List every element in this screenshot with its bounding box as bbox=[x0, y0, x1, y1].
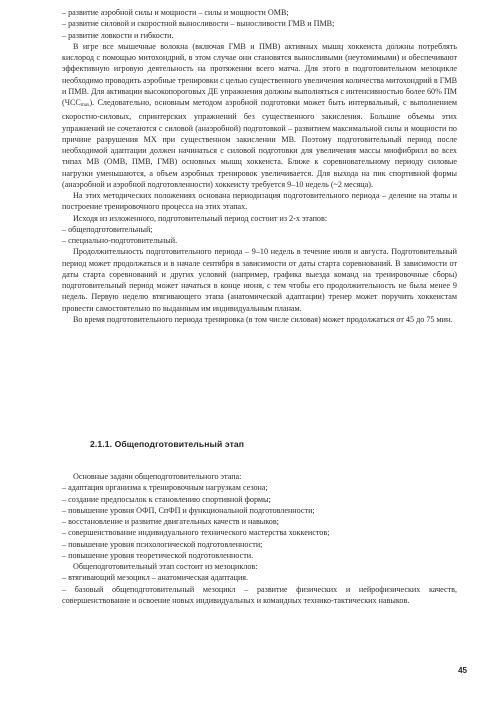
section-intro: Основные задачи общеподготовительного этапа: bbox=[73, 472, 242, 481]
paragraph-duration: Продолжительность подготовительного периода – 9–10 недель в течение июля и августа. Подготовительный период может продолжаться и в начале сентября в зависимости от даты старта соревнований. В зависимости от даты старта соревнований и других условий (например, графика выезда команд на тренировочные сборы) подготовительный период может начаться в конце июня, с тем чтобы его продолжительность не была менее 9 недель. Первую неделю втягивающего этапа (анатомической адаптации) тренер может поручить хоккеистам провести самостоятельно по выданным им индивидуальным планам. bbox=[62, 247, 457, 313]
paragraph-periodization: На этих методических положениях основана периодизация подготовительного периода – деление на этапы и построение тренировочного процесса на этих этапах. bbox=[62, 191, 457, 212]
subscript-max: max bbox=[80, 103, 90, 108]
paragraph-stages-intro: Исходя из изложенного, подготовительный период состоит из 2-х этапов: bbox=[73, 213, 328, 223]
list-item: – повышение уровня психологической подготовленности; bbox=[62, 539, 263, 549]
list-item: – развитие аэробной силы и мощности – силы и мощности ОМВ; bbox=[62, 8, 289, 17]
list-item: – восстановление и развитие двигательных качеств и навыков; bbox=[62, 517, 279, 526]
list-item: – совершенствование индивидуального технического мастерства хоккеистов; bbox=[62, 528, 330, 538]
main-text-block bbox=[62, 7, 457, 325]
list-item: – базовый общеподготовительный мезоцикл – развитие физических и нейрофизических качеств, совершенствование и освоение новых индивидуальных и командных технико-тактических навыков. bbox=[62, 584, 457, 605]
list-item: – специально-подготовительный. bbox=[62, 236, 178, 245]
list-item: – развитие ловкости и гибкости. bbox=[62, 30, 174, 40]
list-item: – втягивающий мезоцикл – анатомическая адаптация. bbox=[62, 573, 249, 583]
paragraph-muscle-fibers bbox=[62, 41, 457, 190]
list-item: – повышение уровня ОФП, СпФП и функциональной подготовленности; bbox=[62, 505, 315, 515]
list-item: – развитие силовой и скоростной выносливости – выносливости ГМВ и ПМВ; bbox=[62, 19, 335, 29]
paragraph-training-time: Во время подготовительного периода тренировка (в том числе силовая) может продолжаться от 45 до 75 мин. bbox=[73, 314, 453, 324]
page-number: 45 bbox=[458, 666, 467, 675]
list-item: – общеподготовительный; bbox=[62, 224, 153, 234]
section-title: 2.1.1. Общеподготовительный этап bbox=[90, 439, 245, 449]
list-item: – адаптация организма к тренировочным нагрузкам сезона; bbox=[62, 483, 268, 493]
paragraph-part: В игре все мышечные волокна (включая ГМВ и ПМВ) активных мышц хоккеиста должны потреблять кислород с помощью митохондрий, в этом случае они становятся выносливыми (неутомимыми) и обеспечивают эффективную игровую деятельность на протяжении всего матча. Для этого в подготовительном мезоцикле необходимо проводить аэробные тренировки с целью существенного увеличения количества митохондрий в ГМВ и ПМВ. Для активации высокопороговых ДЕ упражнения должны выполняться с интенсивностью более 60% ПМ (ЧСС bbox=[62, 41, 458, 107]
list-item: – повышение уровня теоретической подготовленности. bbox=[62, 550, 254, 560]
mezocycle-intro: Общеподготовительный этап состоит из мезоциклов: bbox=[73, 562, 258, 571]
paragraph-part: ). Следовательно, основным методом аэробной подготовки может быть интервальный, с выполнением скоростно-силовых, спринтерских упражнений без существенного закисления. Большие объемы этих упражнений не сочетаются с силовой (анаэробной) подготовкой – развитием максимальной силы и мощности по причине разрушения МХ при существенном закислении МВ. Поэтому подготовительный период после необходимой адаптации должен начинаться с силовой подготовки для увеличения массы миофибрилл во всех типах МВ (ОМВ, ПМВ, ГМВ) основных мышц хоккеиста. Ближе к соревновательному периоду силовые нагрузки уменьшаются, а объем аэробных тренировок увеличивается. Для выхода на пик спортивной формы (анаэробной и аэробной подготовленности) хоккеисту требуется 9–10 недель (~2 месяца). bbox=[62, 98, 457, 189]
list-item: – создание предпосылок к становлению спортивной формы; bbox=[62, 494, 271, 504]
section-text-block bbox=[62, 471, 457, 606]
